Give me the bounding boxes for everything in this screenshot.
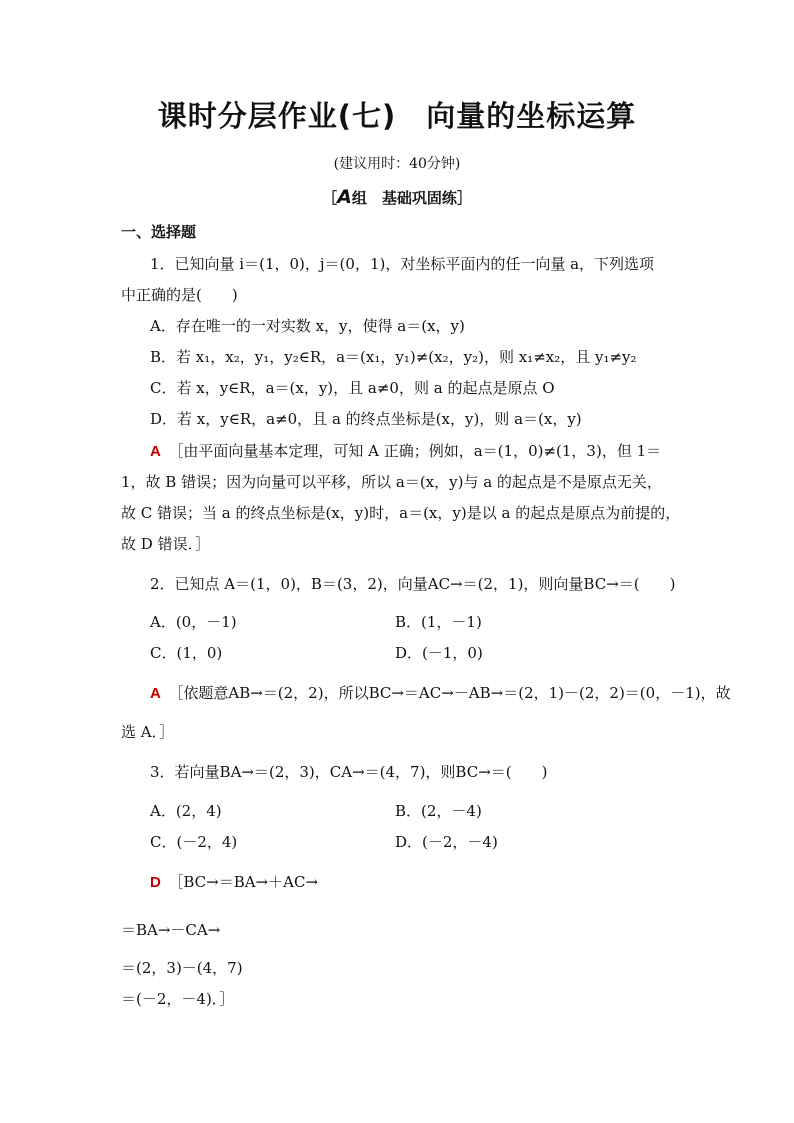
group-label: 组 基础巩固练 [351, 189, 457, 207]
q1-stem-line1: 1．已知向量 i＝(1，0)，j＝(0，1)，对坐标平面内的任一向量 a，下列选项 [150, 255, 655, 273]
section-title: 一、选择题 [121, 223, 197, 241]
q3-solution-line2: ＝BA→－CA→ [121, 921, 221, 939]
q2-option-a: A．(0，－1) [150, 613, 237, 631]
q3-solution-line3: ＝(2，3)－(4，7) [121, 959, 243, 977]
q3-stem: 3．若向量BA→＝(2，3)，CA→＝(4，7)，则BC→＝( ) [150, 763, 548, 781]
group-letter: A [337, 186, 352, 208]
group-close-bracket: ］ [456, 189, 472, 207]
q1-solution-text1: ［由平面向量基本定理，可知 A 正确；例如，a＝(1，0)≠(1，3)，但 1＝ [175, 442, 662, 460]
page-title: 课时分层作业(七) 向量的坐标运算 [157, 99, 637, 133]
q3-option-b: B．(2，－4) [395, 802, 482, 820]
q3-solution-line1 [150, 872, 318, 893]
q2-option-d: D．(－1，0) [395, 644, 483, 662]
q2-answer: A [150, 685, 161, 702]
q2-option-b: B．(1，－1) [395, 613, 482, 631]
q1-solution-line3: 故 C 错误；当 a 的终点坐标是(x，y)时，a＝(x，y)是以 a 的起点是原点为前提的， [121, 504, 681, 522]
q3-option-d: D．(－2，－4) [395, 833, 498, 851]
q3-option-a: A．(2，4) [150, 802, 222, 820]
q2-solution-text1: ［依题意AB→＝(2，2)，所以BC→＝AC→－AB→＝(2，1)－(2，2)＝(0，－1)，故 [175, 684, 731, 702]
q1-option-c: C．若 x，y∈R，a＝(x，y)，且 a≠0，则 a 的起点是原点 O [150, 379, 555, 397]
q1-answer: A [150, 443, 161, 460]
group-heading [0, 186, 794, 208]
q1-option-b: B．若 x₁，x₂，y₁，y₂∈R，a＝(x₁，y₁)≠(x₂，y₂)，则 x₁≠x₂，且 y₁≠y₂ [150, 348, 637, 366]
q3-option-c: C．(－2，4) [150, 833, 238, 851]
q3-answer: D [150, 874, 161, 891]
q1-solution-line4: 故 D 错误．］ [121, 535, 211, 553]
q1-option-d: D．若 x，y∈R，a≠0，且 a 的终点坐标是(x，y)，则 a＝(x，y) [150, 410, 582, 428]
q3-solution-text1: ［BC→＝BA→＋AC→ [175, 873, 319, 891]
q1-solution-line2: 1，故 B 错误；因为向量可以平移，所以 a＝(x，y)与 a 的起点是不是原点无关， [121, 473, 662, 491]
time-note: (建议用时：40分钟) [333, 156, 461, 172]
q2-solution-line2: 选 A．］ [121, 723, 175, 741]
q1-option-a: A．存在唯一的一对实数 x，y，使得 a＝(x，y) [150, 317, 465, 335]
q2-stem: 2．已知点 A＝(1，0)，B＝(3，2)，向量AC→＝(2，1)，则向量BC→＝( ) [150, 575, 676, 593]
group-open-bracket: ［ [322, 189, 338, 207]
q2-option-c: C．(1，0) [150, 644, 223, 662]
q1-solution-line1 [150, 441, 661, 462]
q3-solution-line4: ＝(－2，－4)．］ [121, 990, 235, 1008]
q1-stem-line2: 中正确的是( ) [121, 286, 238, 304]
q2-solution-line1 [150, 683, 731, 704]
